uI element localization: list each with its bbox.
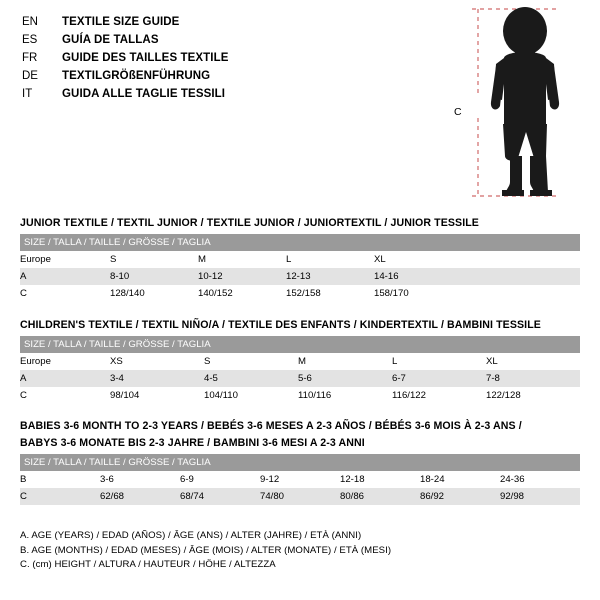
cell: 18-24 [420,471,500,488]
cell: 122/128 [486,387,580,404]
cell: 152/158 [286,285,374,302]
cell: 12-18 [340,471,420,488]
cell: 9-12 [260,471,340,488]
cell: 8-10 [110,268,198,285]
cell: S [110,251,198,268]
table-row [20,387,580,404]
row-label: C [20,387,110,404]
section-babies-textile [20,420,580,505]
language-text-en: TEXTILE SIZE GUIDE [62,16,180,28]
size-table-children [20,336,580,404]
table-row [20,471,580,488]
cell: 12-13 [286,268,374,285]
cell: 6-7 [392,370,486,387]
table-row [20,268,580,285]
cell: 92/98 [500,488,580,505]
cell: 14-16 [374,268,462,285]
cell: 140/152 [198,285,286,302]
row-label: Europe [20,353,110,370]
cell: 6-9 [180,471,260,488]
cell: 24-36 [500,471,580,488]
row-label: B [20,471,100,488]
language-text-es: GUÍA DE TALLAS [62,34,159,46]
section-title-babies-line1: BABIES 3-6 MONTH TO 2-3 YEARS / BEBÉS 3-6 MESES A 2-3 AÑOS / BÉBÉS 3-6 MOIS À 2-3 ANS / [20,420,522,432]
cell: 3-4 [110,370,204,387]
cell: XL [486,353,580,370]
row-label: C [20,488,100,505]
cell [462,285,580,302]
language-row-en [22,13,229,31]
cell: 62/68 [100,488,180,505]
row-label: Europe [20,251,110,268]
cell: 4-5 [204,370,298,387]
cell: 7-8 [486,370,580,387]
cell [462,251,580,268]
child-silhouette-icon [460,6,590,201]
language-title-table [22,13,229,103]
section-title-children: CHILDREN'S TEXTILE / TEXTIL NIÑO/A / TEXTILE DES ENFANTS / KINDERTEXTIL / BAMBINI TESSILE [20,319,541,331]
language-code-en: EN [22,16,38,28]
cell: XS [110,353,204,370]
legend-line-b: B. AGE (MONTHS) / EDAD (MESES) / ÂGE (MOIS) / ALTER (MONATE) / ETÀ (MESI) [20,544,392,556]
cell: 86/92 [420,488,500,505]
language-code-es: ES [22,34,38,46]
size-table-babies [20,454,580,505]
table-header-label: SIZE / TALLA / TAILLE / GRÖSSE / TAGLIA [20,234,580,251]
language-code-fr: FR [22,52,38,64]
language-code-de: DE [22,70,38,82]
size-table-junior [20,234,580,302]
language-text-it: GUIDA ALLE TAGLIE TESSILI [62,88,226,100]
language-row-es [22,31,229,49]
cell: 10-12 [198,268,286,285]
cell: 128/140 [110,285,198,302]
row-label: C [20,285,110,302]
legend-line-c: C. (cm) HEIGHT / ALTURA / HAUTEUR / HÖHE / ALTEZZA [20,559,276,570]
cell [462,268,580,285]
cell: 116/122 [392,387,486,404]
cell: 158/170 [374,285,462,302]
table-row [20,370,580,387]
section-children-textile [20,318,580,404]
table-row [20,353,580,370]
cell: M [298,353,392,370]
cell: 5-6 [298,370,392,387]
cell: XL [374,251,462,268]
cell: S [204,353,298,370]
table-header-label: SIZE / TALLA / TAILLE / GRÖSSE / TAGLIA [20,336,580,353]
height-measure-label: C [454,106,462,118]
cell: 98/104 [110,387,204,404]
table-row [20,488,580,505]
cell: 80/86 [340,488,420,505]
cell: L [286,251,374,268]
section-title-junior: JUNIOR TEXTILE / TEXTIL JUNIOR / TEXTILE JUNIOR / JUNIORTEXTIL / JUNIOR TESSILE [20,217,479,229]
header-section [0,0,600,205]
table-header-row [20,234,580,251]
language-row-fr [22,49,229,67]
table-header-label: SIZE / TALLA / TAILLE / GRÖSSE / TAGLIA [20,454,580,471]
section-title-babies-line2: BABYS 3-6 MONATE BIS 2-3 JAHRE / BAMBINI 3-6 MESI A 2-3 ANNI [20,437,365,449]
language-text-fr: GUIDE DES TAILLES TEXTILE [62,52,229,64]
language-code-it: IT [22,88,33,100]
cell: L [392,353,486,370]
legend-block [20,529,580,573]
language-row-it [22,85,229,103]
table-header-row [20,454,580,471]
cell: 68/74 [180,488,260,505]
figure-area [440,0,600,205]
language-row-de [22,67,229,85]
language-text-de: TEXTILGRÖßENFÜHRUNG [62,70,211,82]
cell: M [198,251,286,268]
table-row [20,251,580,268]
table-row [20,285,580,302]
cell: 74/80 [260,488,340,505]
cell: 3-6 [100,471,180,488]
cell: 104/110 [204,387,298,404]
table-header-row [20,336,580,353]
cell: 110/116 [298,387,392,404]
row-label: A [20,268,110,285]
section-junior-textile [20,216,580,302]
legend-line-a: A. AGE (YEARS) / EDAD (AÑOS) / ÂGE (ANS) / ALTER (JAHRE) / ETÀ (ANNI) [20,530,362,541]
row-label: A [20,370,110,387]
